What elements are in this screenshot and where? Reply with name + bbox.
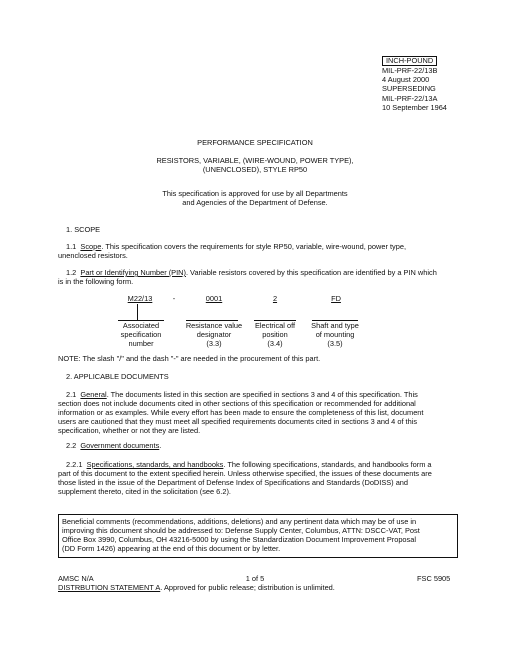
pin-note: NOTE: The slash "/" and the dash "-" are needed in the procurement of this part.	[58, 354, 321, 363]
comments-line-1: Beneficial comments (recommendations, additions, deletions) and any pertinent data which may be of use in	[62, 517, 417, 526]
pin-label-off-position: Electrical off position (3.4)	[254, 321, 296, 348]
title-line-1: RESISTORS, VARIABLE, (WIRE-WOUND, POWER TYPE),	[156, 156, 354, 165]
para-1-1: 1.1 Scope. This specification covers the requirements for style RP50, variable, wire-wound, power type,	[66, 242, 407, 251]
pin-dash: -	[172, 294, 176, 303]
term-government-documents: Government documents	[80, 441, 160, 450]
para-1-2: 1.2 Part or Identifying Number (PIN). Variable resistors covered by this specification are identified by a PIN which	[66, 268, 437, 277]
para-2-2-1-line-4: supplement thereto, cited in the solicitation (see 6.2).	[58, 487, 231, 496]
comments-line-3: Office Box 3990, Columbus, OH 43216-5000 by using the Standardization Document Improvement Proposal	[62, 535, 416, 544]
pin-part-off-position: 2	[272, 294, 278, 303]
superseded-id: MIL-PRF-22/13A	[382, 93, 438, 103]
para-2-2-1: 2.2.1 Specifications, standards, and handbooks. The following specifications, standards, and handbooks form a	[66, 460, 432, 469]
section-2-heading: 2. APPLICABLE DOCUMENTS	[66, 372, 169, 381]
footer-fsc: FSC 5905	[417, 574, 451, 583]
para-2-1-line-4: users are cautioned that they must meet all specified requirements documents cited in sections 3 and 4 of this	[58, 417, 418, 426]
pin-part-spec: M22/13	[127, 294, 153, 303]
pin-label-spec: Associated specification number	[120, 321, 162, 348]
para-2-1-line-3: information or as examples. While every effort has been made to ensure the completeness of this list, document	[58, 408, 424, 417]
superseding-label: SUPERSEDING	[382, 84, 436, 94]
term-scope: Scope	[80, 242, 102, 251]
para-2-2-1-line-2: part of this document to the extent specified herein. Unless otherwise specified, the issues of these documents are	[58, 469, 432, 478]
document-date: 4 August 2000	[382, 75, 430, 85]
comments-line-2: improving this document should be addressed to: Defense Supply Center, Columbus, ATTN: DSCC-VAT, Post	[62, 526, 420, 535]
pin-connector-line	[137, 304, 138, 320]
para-2-1-line-5: specification, whether or not they are listed.	[58, 426, 201, 435]
para-1-2-cont: is in the following form.	[58, 277, 134, 286]
section-1-heading: 1. SCOPE	[66, 225, 101, 234]
superseded-date: 10 September 1964	[382, 102, 447, 112]
footer-page-number: 1 of 5	[245, 574, 265, 583]
para-1-1-cont: unenclosed resistors.	[58, 251, 128, 260]
document-header	[382, 56, 447, 112]
term-specs-standards: Specifications, standards, and handbooks	[86, 460, 224, 469]
para-2-1: 2.1 General. The documents listed in this section are specified in sections 3 and 4 of this specification. This	[66, 390, 418, 399]
para-2-2: 2.2 Government documents.	[66, 441, 162, 450]
pin-part-shaft: FD	[331, 294, 341, 303]
distribution-statement: DISTRBUTION STATEMENT A. Approved for public release; distribution is unlimited.	[58, 583, 335, 592]
para-2-1-line-2: section does not include documents cited in other sections of this specification or recommended for additional	[58, 399, 416, 408]
spec-type-title: PERFORMANCE SPECIFICATION	[197, 138, 313, 147]
comments-line-4: (DD Form 1426) appearing at the end of this document or by letter.	[62, 544, 281, 553]
beneficial-comments-box	[58, 514, 458, 558]
pin-part-resistance: 0001	[205, 294, 223, 303]
document-id: MIL-PRF-22/13B	[382, 66, 438, 75]
term-general: General	[80, 390, 107, 399]
approval-line-2: and Agencies of the Department of Defense.	[182, 198, 328, 207]
footer-amsc: AMSC N/A	[58, 574, 94, 583]
inch-pound-badge: INCH-POUND	[382, 56, 437, 66]
pin-label-resistance: Resistance value designator (3.3)	[185, 321, 243, 348]
approval-line-1: This specification is approved for use by all Departments	[162, 189, 348, 198]
title-line-2: (UNENCLOSED), STYLE RP50	[202, 165, 308, 174]
term-pin: Part or Identifying Number (PIN)	[80, 268, 186, 277]
para-2-2-1-line-3: those listed in the issue of the Department of Defense Index of Specifications and Standards (DoDISS) and	[58, 478, 409, 487]
pin-label-shaft: Shaft and type of mounting (3.5)	[311, 321, 359, 348]
